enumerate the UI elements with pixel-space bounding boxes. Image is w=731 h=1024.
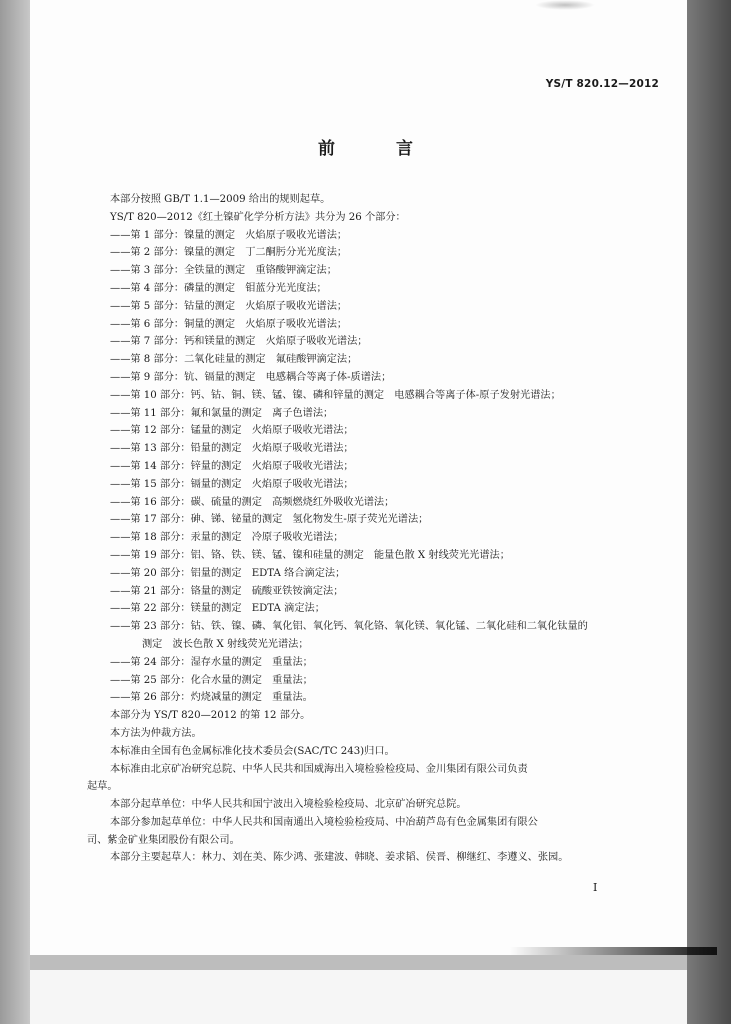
list-item: ——第 19 部分：铝、铬、铁、镁、锰、镍和硅量的测定 能量色散 X 射线荧光光谱法； [110,549,510,561]
paragraph: 本部分按照 GB/T 1.1—2009 给出的规则起草。 [110,194,331,205]
list-item: ——第 8 部分：二氧化硅量的测定 氟硅酸钾滴定法； [110,354,358,366]
list-item: ——第 11 部分：氟和氯量的测定 离子色谱法； [110,407,334,419]
paragraph: 本标准由全国有色金属标准化技术委员会(SAC/TC 243)归口。 [110,745,395,757]
list-item: ——第 22 部分：镁量的测定 EDTA 滴定法； [110,603,325,615]
list-item: ——第 5 部分：钴量的测定 火焰原子吸收光谱法； [110,300,348,312]
list-item: ——第 10 部分：钙、钴、铜、镁、锰、镍、磷和锌量的测定 电感耦合等离子体-原子发射光谱法； [110,389,561,401]
page-title: 前 言 [318,139,435,159]
paragraph-continuation: 司、紫金矿业集团股份有限公司。 [87,834,240,846]
list-item: ——第 7 部分：钙和镁量的测定 火焰原子吸收光谱法； [110,336,368,348]
list-item: ——第 12 部分：锰量的测定 火焰原子吸收光谱法； [110,425,354,437]
list-item: ——第 26 部分：灼烧减量的测定 重量法。 [110,692,313,704]
list-item: ——第 18 部分：汞量的测定 冷原子吸收光谱法； [110,532,344,544]
list-item: ——第 6 部分：铜量的测定 火焰原子吸收光谱法； [110,318,348,330]
paragraph: 本方法为仲裁方法。 [110,727,202,739]
paragraph: 本部分起草单位：中华人民共和国宁波出入境检验检疫局、北京矿冶研究总院。 [110,799,467,811]
list-item-continuation: 测定 波长色散 X 射线荧光光谱法； [142,638,309,650]
list-item: ——第 2 部分：镍量的测定 丁二酮肟分光光度法； [110,247,348,259]
next-page [30,970,687,1024]
scan-artifact [535,0,595,10]
list-item: ——第 15 部分：镉量的测定 火焰原子吸收光谱法； [110,478,354,490]
list-item: ——第 20 部分：铝量的测定 EDTA 络合滴定法； [110,567,346,579]
page-shadow-edge [510,947,717,955]
list-item: ——第 17 部分：砷、锑、铋量的测定 氢化物发生-原子荧光光谱法； [110,514,429,526]
list-item: ——第 3 部分：全铁量的测定 重铬酸钾滴定法； [110,265,337,277]
paragraph-continuation: 起草。 [87,781,118,793]
list-item: ——第 24 部分：湿存水量的测定 重量法； [110,656,313,668]
list-item: ——第 1 部分：镍量的测定 火焰原子吸收光谱法； [110,229,348,241]
document-code: YS/T 820.12—2012 [545,78,659,90]
list-item: ——第 9 部分：钪、镉量的测定 电感耦合等离子体-质谱法； [110,371,392,383]
list-item: ——第 4 部分：磷量的测定 钼蓝分光光度法； [110,282,327,294]
paragraph: 本标准由北京矿冶研究总院、中华人民共和国威海出入境检验检疫局、金川集团有限公司负责 [110,763,528,775]
list-item: ——第 23 部分：钴、铁、镍、磷、氧化铝、氧化钙、氧化铬、氧化镁、氧化锰、二氧化硅和二氧化钛量的 [110,621,588,633]
list-item: ——第 13 部分：铅量的测定 火焰原子吸收光谱法； [110,443,354,455]
paragraph: YS/T 820—2012《红土镍矿化学分析方法》共分为 26 个部分： [110,211,406,223]
paragraph: 本部分主要起草人：林力、刘在美、陈少鸿、张建波、韩晓、姜求韬、侯晋、柳继红、李遵义、张园。 [110,852,569,864]
list-item: ——第 16 部分：碳、硫量的测定 高频燃烧红外吸收光谱法； [110,496,395,508]
paragraph: 本部分参加起草单位：中华人民共和国南通出入境检验检疫局、中冶葫芦岛有色金属集团有限公 [110,816,538,828]
paragraph: 本部分为 YS/T 820—2012 的第 12 部分。 [110,710,311,722]
foreword-body [87,191,627,867]
list-item: ——第 21 部分：铬量的测定 硫酸亚铁铵滴定法； [110,585,344,597]
list-item: ——第 25 部分：化合水量的测定 重量法； [110,674,313,686]
page-number: I [593,881,598,894]
list-item: ——第 14 部分：锌量的测定 火焰原子吸收光谱法； [110,460,354,472]
